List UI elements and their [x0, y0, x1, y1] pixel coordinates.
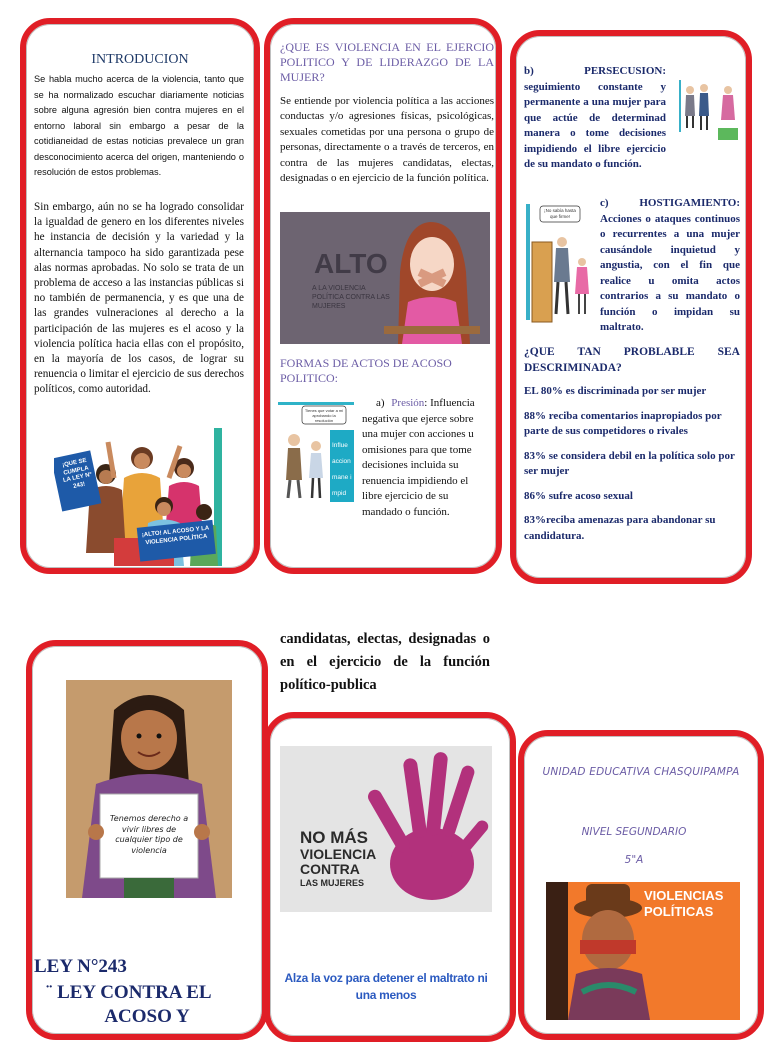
woman-sign-image — [66, 680, 232, 898]
school-panel — [518, 730, 764, 1040]
pressure-cartoon-bubble: Tienes que votar a mi aprobando la resolución — [304, 408, 344, 423]
harassment-people-image — [526, 202, 596, 326]
pressure-letter: a) — [376, 397, 385, 409]
definition-heading: ¿QUE ES VIOLENCIA EN EL EJERCIO POLITICO Y DE LIDERAZGO DE LA MUJER? — [280, 40, 494, 84]
forms-heading: FORMAS DE ACTOS DE ACOSO POLITICO: — [280, 356, 452, 385]
no-mas-line-1: NO MÁS — [300, 828, 368, 847]
political-violence-title-1: VIOLENCIAS — [644, 888, 724, 903]
stat-item: 83%reciba amenazas para abandonar su candidatura. — [524, 514, 716, 542]
protest-sign-left: ¡QUE SE CUMPLA LA LEY N° 243! — [61, 457, 93, 490]
pressure-cartoon-side: Influe accion mane impid — [332, 442, 352, 497]
stat-item: 83% se considera debil en la política solo por ser mujer — [524, 449, 735, 477]
political-violence-image — [546, 882, 740, 1020]
overflow-text: candidatas, electas, designadas o en el ejercicio de la función político-publica — [280, 631, 490, 693]
stats-list — [524, 384, 740, 544]
pressure-text: : Influencia negativa que ejerce sobre una mujer con acciones u omisiones para que tome decisiones incluida su renuencia impidiendo el libre ejercicio de su mandado o función. — [362, 397, 475, 518]
protest-illustration — [54, 428, 226, 566]
persecution-people-image — [678, 72, 740, 142]
law-title-1: LEY N°243 — [34, 956, 127, 977]
alto-image — [280, 212, 490, 344]
harassment-illustration — [526, 202, 596, 326]
alto-word: ALTO — [314, 248, 388, 279]
discrimination-question: ¿QUE TAN PROBLABLE SEA DESCRIMINADA? — [524, 346, 740, 374]
stat-item: 88% reciba comentarios inapropiados por parte de sus competidores o rivales — [524, 409, 722, 437]
law-panel — [26, 640, 268, 1040]
persecution-text: seguimiento constante y permanente a una mujer para que actúe de determinad manera o tome decisiones impidiendo el libre ejercicio de su mandato o función. — [524, 80, 666, 170]
harassment-bubble: ¡No sabía hasta que firme! — [544, 208, 576, 219]
no-mas-line-2: VIOLENCIA — [300, 846, 377, 862]
intro-paragraph-1: Se habla mucho acerca de la violencia, tanto que se ha normalizado escuchar diariamente noticias sobre alguna agresión bien contra mujeres en el entorno laboral sin embargo a pesar de la cotidianeidad de estas noticias prevalece un gran desconocimiento acerca del origen, manteniendo o resolución de estos problemas. — [34, 74, 244, 177]
stat-item: EL 80% es discriminada por ser mujer — [524, 385, 707, 397]
pressure-item — [362, 396, 490, 520]
harassment-item — [600, 196, 740, 336]
harassment-label: c) HOSTIGAMIENTO: — [600, 197, 740, 209]
stat-item: 86% sufre acoso sexual — [524, 489, 633, 502]
pressure-term: Presión — [391, 397, 425, 409]
intro-panel — [20, 18, 260, 574]
school-name: UNIDAD EDUCATIVA CHASQUIPAMPA — [542, 766, 740, 778]
definition-paragraph: Se entiende por violencia política a las acciones conductas y/o agresiones físicas, psicológicas, sexuales cometidas por una persona o grupo de personas, directamente o a través de terceros, en contra de las mujeres candidatas, electas, designadas o en ejercicio de la función política. — [280, 95, 494, 185]
slogan-panel — [264, 712, 516, 1042]
slogan-text: Alza la voz para detener el maltrato ni una menos — [284, 971, 488, 1002]
woman-holding-sign-image — [66, 680, 232, 898]
no-mas-line-4: LAS MUJERES — [300, 878, 365, 888]
intro-heading: INTRODUCION — [91, 52, 189, 67]
forms-panel — [510, 30, 752, 584]
law-title-3: ACOSO Y — [104, 1006, 190, 1027]
definition-panel — [264, 18, 502, 574]
no-mas-image — [280, 746, 492, 912]
alto-caption: A LA VIOLENCIA POLÍTICA CONTRA LAS MUJERES — [312, 285, 390, 310]
persecution-illustration — [678, 72, 740, 142]
law-title-2: ¨ LEY CONTRA EL — [46, 982, 212, 1003]
school-grade: 5"A — [624, 854, 644, 866]
persecution-label: b) PERSECUSION: — [524, 65, 666, 77]
intro-paragraph-2: Sin embargo, aún no se ha logrado consolidar la igualdad de genero en los diferentes niveles he instancia de decisión y la variedad y la alternancia tampoco ha sido garantizada pese alas normas aprobadas. No solo se trata de un problema de acceso a las instancias públicas si no también de permanencia, y es que una de las grandes vulneraciones al derecho a la participación de las mujeres es el acoso y la violencia política hacia ellas con el propósito, en la mayoría de los casos, de lograr su renuencia o limitar el ejercicio de sus derechos políticos, como autoridad. — [34, 201, 244, 396]
protest-sign-bottom: ¡ALTO! AL ACOSO Y LA VIOLENCIA POLÍTICA — [141, 525, 210, 547]
woman-sign-text: Tenemos derecho a vivir libres de cualquier tipo de violencia — [109, 814, 189, 855]
political-violence-title-2: POLÍTICAS — [644, 904, 714, 919]
school-level: NIVEL SEGUNDARIO — [581, 826, 687, 838]
pressure-cartoon — [278, 402, 354, 502]
no-mas-line-3: CONTRA — [300, 861, 360, 877]
harassment-text: Acciones o ataques continuos o recurrentes a una mujer causándole inquietud y angustia, con el fin que realice u omita actos contrarios a su mandato o función o impidan su maltrato. — [600, 212, 740, 333]
persecution-item — [524, 64, 666, 173]
